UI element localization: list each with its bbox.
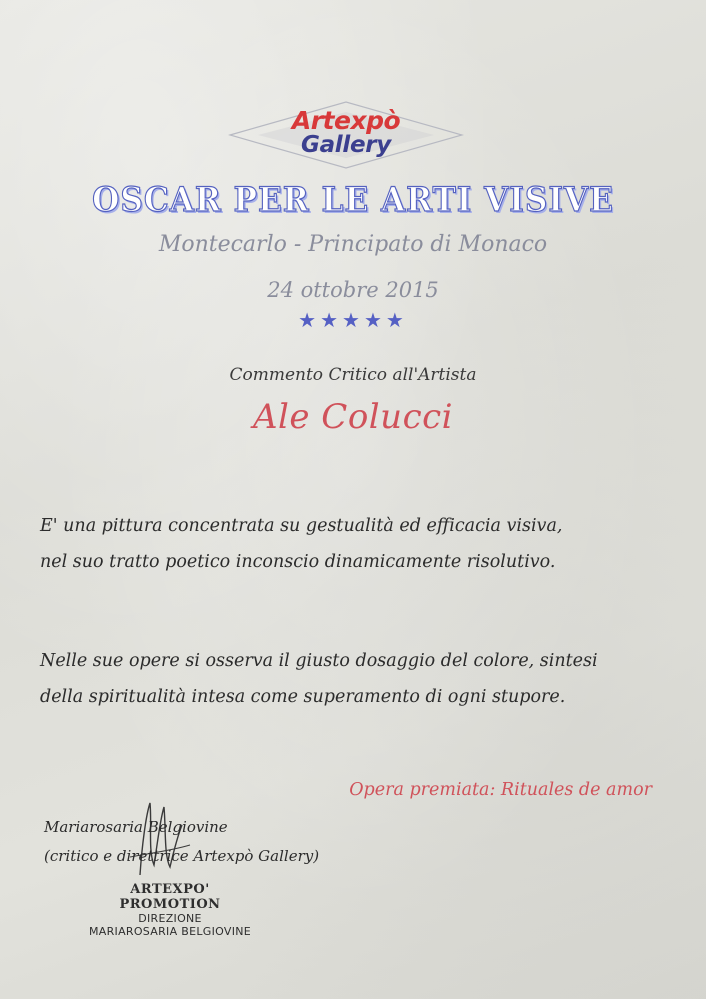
awarded-work: Opera premiata: Rituales de amor	[349, 780, 652, 800]
critique-line: nel suo tratto poetico inconscio dinamicamente risolutivo.	[40, 552, 556, 572]
stamp-department: DIREZIONE	[138, 912, 202, 925]
logo-text-artexpo: Artexpò	[291, 106, 401, 135]
handwritten-signature	[120, 795, 200, 885]
stamp-director: MARIAROSARIA BELGIOVINE	[88, 925, 252, 938]
critique-paragraph-1	[40, 508, 660, 580]
promotion-stamp	[80, 882, 260, 938]
artist-name: Ale Colucci	[252, 397, 454, 437]
signatory-name: Mariarosaria Belgiovine	[44, 818, 228, 836]
critique-line: E' una pittura concentrata su gestualità ed efficacia visiva,	[40, 516, 563, 536]
critique-line: Nelle sue opere si osserva il giusto dosaggio del colore, sintesi	[40, 651, 598, 671]
comment-label: Commento Critico all'Artista	[229, 365, 477, 385]
certificate-title: OSCAR PER LE ARTI VISIVE	[92, 180, 614, 220]
critique-line: della spiritualità intesa come superamento di ogni stupore.	[40, 687, 566, 707]
artexpo-gallery-logo	[228, 100, 464, 170]
stamp-company: ARTEXPO' PROMOTION	[119, 882, 221, 912]
event-date: 24 ottobre 2015	[267, 278, 439, 302]
stars-rating: ★★★★★	[298, 308, 408, 332]
logo-text-gallery: Gallery	[300, 132, 391, 158]
signatory-role: (critico e direttrice Artexpò Gallery)	[44, 847, 320, 865]
event-location: Montecarlo - Principato di Monaco	[158, 232, 548, 257]
critique-paragraph-2	[40, 643, 660, 715]
